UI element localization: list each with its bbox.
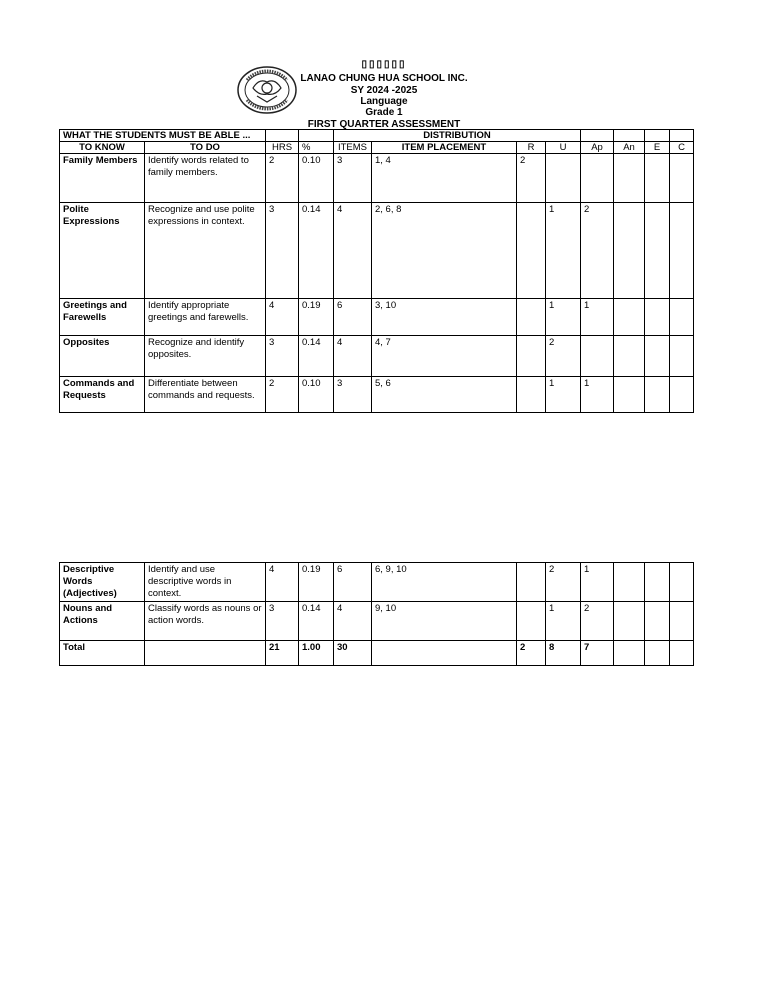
hrs-cell: 3: [266, 602, 299, 641]
table-row: [60, 154, 694, 203]
u-cell: 2: [546, 336, 581, 377]
blank-cell: [670, 641, 694, 666]
u-cell: 1: [546, 203, 581, 299]
total-ap: 7: [581, 641, 614, 666]
to-do-cell: Identify and use descriptive words in context.: [145, 563, 266, 602]
header-row-1: [60, 130, 694, 142]
blank-cell: [614, 641, 645, 666]
to-do-cell: Recognize and identify opposites.: [145, 336, 266, 377]
an-cell: [614, 563, 645, 602]
placement-cell: 9, 10: [372, 602, 517, 641]
placement-cell: 2, 6, 8: [372, 203, 517, 299]
table-row: [60, 377, 694, 413]
col-u: U: [546, 142, 581, 154]
r-cell: [517, 336, 546, 377]
to-know-cell: Opposites: [60, 336, 145, 377]
col-ap: Ap: [581, 142, 614, 154]
e-cell: [645, 336, 670, 377]
items-cell: 4: [334, 203, 372, 299]
r-cell: [517, 203, 546, 299]
an-cell: [614, 377, 645, 413]
blank-cell: [645, 641, 670, 666]
u-cell: 2: [546, 563, 581, 602]
col-an: An: [614, 142, 645, 154]
c-cell: [670, 154, 694, 203]
r-cell: [517, 377, 546, 413]
school-year: SY 2024 -2025: [350, 85, 418, 96]
hrs-cell: 2: [266, 154, 299, 203]
ap-cell: 2: [581, 602, 614, 641]
col-c: C: [670, 142, 694, 154]
school-chinese-name: ▯▯▯▯▯▯: [361, 59, 407, 70]
percent-cell: 0.19: [299, 299, 334, 336]
col-to-do: TO DO: [145, 142, 266, 154]
to-know-cell: Nouns and Actions: [60, 602, 145, 641]
r-cell: [517, 563, 546, 602]
table-row: [60, 336, 694, 377]
c-cell: [670, 203, 694, 299]
distribution-header: DISTRIBUTION: [334, 130, 581, 142]
col-percent: %: [299, 142, 334, 154]
col-hrs: HRS: [266, 142, 299, 154]
c-cell: [670, 299, 694, 336]
percent-cell: 0.14: [299, 602, 334, 641]
to-know-cell: Commands and Requests: [60, 377, 145, 413]
hrs-cell: 3: [266, 203, 299, 299]
r-cell: [517, 602, 546, 641]
r-cell: [517, 299, 546, 336]
table-row: [60, 602, 694, 641]
to-know-cell: Polite Expressions: [60, 203, 145, 299]
assessment-title: FIRST QUARTER ASSESSMENT: [307, 119, 461, 130]
subject: Language: [360, 96, 408, 107]
an-cell: [614, 154, 645, 203]
col-r: R: [517, 142, 546, 154]
u-cell: 1: [546, 377, 581, 413]
items-cell: 3: [334, 377, 372, 413]
u-cell: 1: [546, 602, 581, 641]
blank-cell: [670, 130, 694, 142]
blank-cell: [266, 130, 299, 142]
col-item-placement: ITEM PLACEMENT: [372, 142, 517, 154]
grade-level: Grade 1: [365, 107, 403, 118]
blank-cell: [145, 641, 266, 666]
items-cell: 6: [334, 299, 372, 336]
e-cell: [645, 377, 670, 413]
e-cell: [645, 299, 670, 336]
placement-cell: 5, 6: [372, 377, 517, 413]
e-cell: [645, 563, 670, 602]
ap-cell: 1: [581, 377, 614, 413]
percent-cell: 0.19: [299, 563, 334, 602]
total-row: [60, 641, 694, 666]
ap-cell: 2: [581, 203, 614, 299]
ap-cell: [581, 336, 614, 377]
c-cell: [670, 377, 694, 413]
r-cell: 2: [517, 154, 546, 203]
to-do-cell: Recognize and use polite expressions in context.: [145, 203, 266, 299]
table-row: [60, 299, 694, 336]
placement-cell: 4, 7: [372, 336, 517, 377]
hrs-cell: 3: [266, 336, 299, 377]
blank-cell: [645, 130, 670, 142]
blank-cell: [299, 130, 334, 142]
ap-cell: [581, 154, 614, 203]
an-cell: [614, 336, 645, 377]
to-do-cell: Differentiate between commands and requests.: [145, 377, 266, 413]
an-cell: [614, 602, 645, 641]
total-items: 30: [334, 641, 372, 666]
total-r: 2: [517, 641, 546, 666]
percent-cell: 0.14: [299, 336, 334, 377]
items-cell: 4: [334, 602, 372, 641]
total-label: Total: [60, 641, 145, 666]
items-cell: 6: [334, 563, 372, 602]
placement-cell: 3, 10: [372, 299, 517, 336]
blank-cell: [581, 130, 614, 142]
ap-cell: 1: [581, 563, 614, 602]
total-hrs: 21: [266, 641, 299, 666]
placement-cell: 1, 4: [372, 154, 517, 203]
table-of-specifications: [59, 129, 694, 413]
total-percent: 1.00: [299, 641, 334, 666]
to-do-cell: Classify words as nouns or action words.: [145, 602, 266, 641]
ap-cell: 1: [581, 299, 614, 336]
blank-cell: [372, 641, 517, 666]
col-to-know: TO KNOW: [60, 142, 145, 154]
school-name: LANAO CHUNG HUA SCHOOL INC.: [300, 73, 468, 84]
percent-cell: 0.10: [299, 154, 334, 203]
table-of-specifications-continued: [59, 562, 694, 666]
col-items: ITEMS: [334, 142, 372, 154]
header-row-2: [60, 142, 694, 154]
to-know-cell: Family Members: [60, 154, 145, 203]
to-do-cell: Identify appropriate greetings and farewells.: [145, 299, 266, 336]
c-cell: [670, 602, 694, 641]
items-cell: 4: [334, 336, 372, 377]
e-cell: [645, 154, 670, 203]
u-cell: 1: [546, 299, 581, 336]
an-cell: [614, 299, 645, 336]
hrs-cell: 4: [266, 563, 299, 602]
placement-cell: 6, 9, 10: [372, 563, 517, 602]
table-row: [60, 563, 694, 602]
to-do-cell: Identify words related to family members.: [145, 154, 266, 203]
c-cell: [670, 336, 694, 377]
total-u: 8: [546, 641, 581, 666]
percent-cell: 0.14: [299, 203, 334, 299]
competencies-header: WHAT THE STUDENTS MUST BE ABLE ...: [60, 130, 266, 142]
blank-cell: [614, 130, 645, 142]
col-e: E: [645, 142, 670, 154]
c-cell: [670, 563, 694, 602]
to-know-cell: Descriptive Words (Adjectives): [60, 563, 145, 602]
hrs-cell: 4: [266, 299, 299, 336]
u-cell: [546, 154, 581, 203]
an-cell: [614, 203, 645, 299]
percent-cell: 0.10: [299, 377, 334, 413]
items-cell: 3: [334, 154, 372, 203]
to-know-cell: Greetings and Farewells: [60, 299, 145, 336]
table-row: [60, 203, 694, 299]
e-cell: [645, 602, 670, 641]
e-cell: [645, 203, 670, 299]
hrs-cell: 2: [266, 377, 299, 413]
